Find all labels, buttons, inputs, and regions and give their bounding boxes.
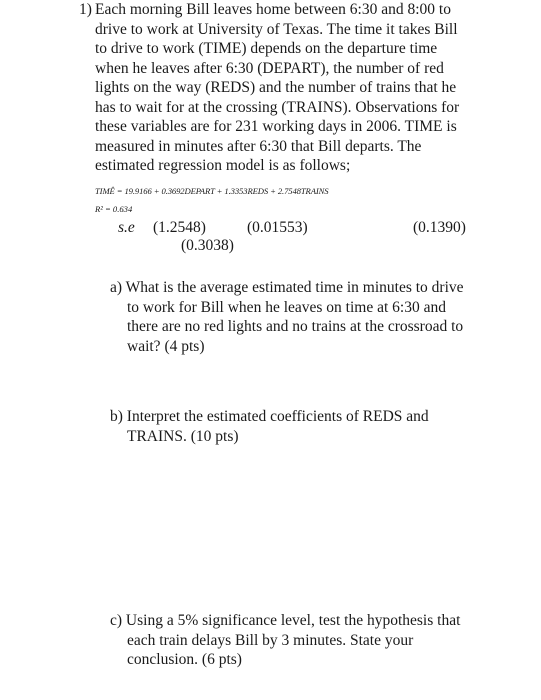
part-c-line: c) Using a 5% significance level, test the hypothesis that [110,612,461,629]
se-value-intercept: (1.2548) [153,219,206,236]
part-b-line: TRAINS. (10 pts) [127,427,239,445]
part-a [110,278,464,356]
part-a-line: a) What is the average estimated time in minutes to drive [110,279,464,296]
part-a-line: wait? (4 pts) [127,337,205,355]
part-a-line: to work for Bill when he leaves on time at 6:30 and [127,298,446,316]
regression-equation: TIMÊ = 19.9166 + 0.3692DEPART + 1.3353REDS + 2.7548TRAINS [95,186,329,196]
part-c [110,611,460,670]
question-line: when he leaves after 6:30 (DEPART), the number of red [95,59,444,77]
question-line: drive to work at University of Texas. The time it takes Bill [95,20,458,38]
question-line: lights on the way (REDS) and the number of trains that he [95,79,457,96]
part-b [110,407,429,446]
part-c-line: conclusion. (6 pts) [127,651,242,668]
se-value-depart: (0.01553) [247,219,308,236]
question-line: measured in minutes after 6:30 that Bill departs. The [95,137,422,155]
part-a-line: there are no red lights and no trains at the crossroad to [127,318,464,335]
question-text [95,0,485,176]
part-c-line: each train delays Bill by 3 minutes. State your [127,631,414,649]
question-line: these variables are for 231 working days in 2006. TIME is [95,118,457,135]
se-label: s.e [118,219,135,236]
question-line: to drive to work (TIME) depends on the departure time [95,40,438,57]
se-value-reds: (0.3038) [181,237,234,254]
question-number: 1) [79,1,92,18]
r-squared: R² = 0.634 [95,204,133,214]
question-line: estimated regression model is as follows; [95,157,351,174]
question-line: has to wait for at the crossing (TRAINS). Observations for [95,98,460,116]
part-b-line: b) Interpret the estimated coefficients of REDS and [110,408,429,425]
question-line: Each morning Bill leaves home between 6:30 and 8:00 to [95,1,451,18]
se-value-trains: (0.1390) [413,219,466,236]
